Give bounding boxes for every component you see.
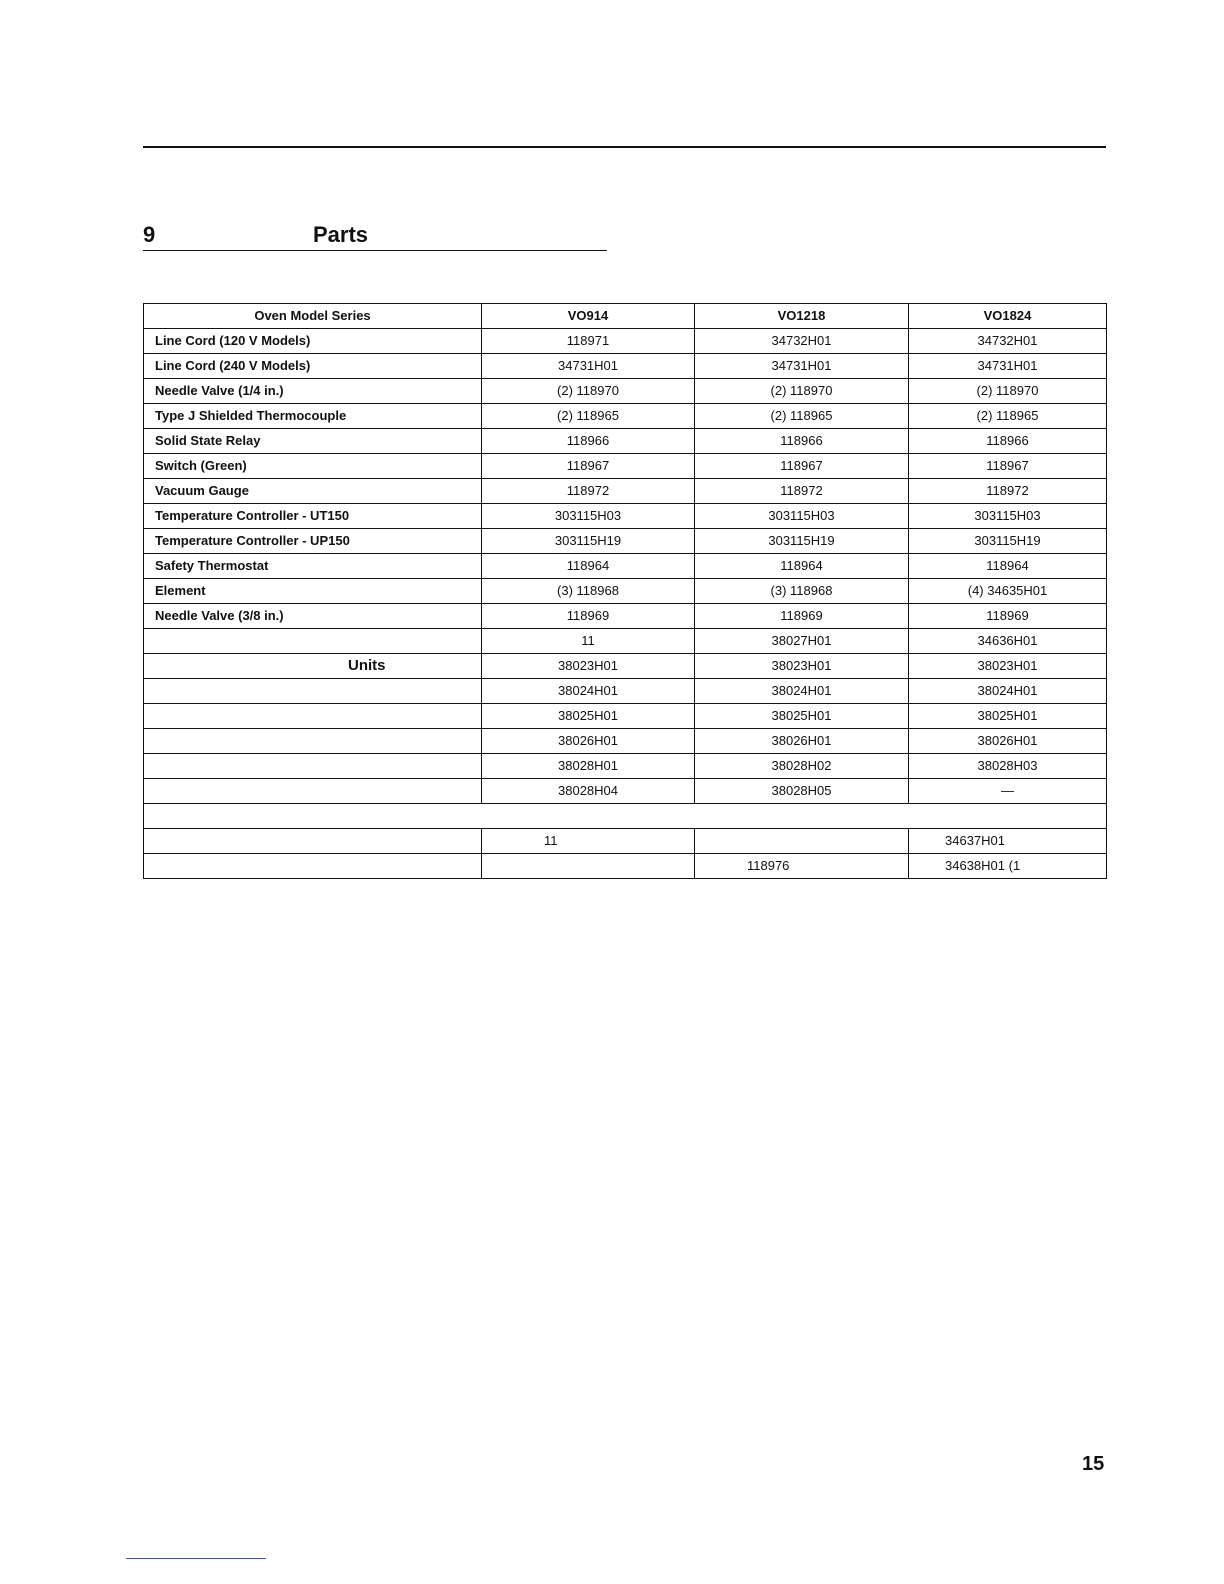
part-number: (2) 118965 [482,404,695,429]
table-row [144,404,1107,429]
table-row [144,354,1107,379]
part-number: 118969 [482,604,695,629]
part-name: Vacuum Gauge [144,479,482,504]
blank-cell [144,854,482,879]
part-number: 38028H04 [482,779,695,804]
header-vo1218: VO1218 [695,304,909,329]
part-number: 118966 [482,429,695,454]
spanning-blank-row [144,804,1107,829]
table-row [144,329,1107,354]
part-number: (2) 118965 [695,404,909,429]
part-number: — [909,779,1107,804]
table-row [144,479,1107,504]
header-vo1824: VO1824 [909,304,1107,329]
table-row [144,654,1107,679]
part-name: Solid State Relay [144,429,482,454]
part-number: 34731H01 [909,354,1107,379]
table-header-row [144,304,1107,329]
part-number: 118967 [909,454,1107,479]
part-number: 34732H01 [909,329,1107,354]
part-number: (3) 118968 [482,579,695,604]
table-row [144,454,1107,479]
part-name: Line Cord (120 V Models) [144,329,482,354]
part-name: Needle Valve (3/8 in.) [144,604,482,629]
part-number: 38024H01 [909,679,1107,704]
part-name: Element [144,579,482,604]
table-row [144,629,1107,654]
part-number: 34636H01 [909,629,1107,654]
table-row [144,704,1107,729]
page-number: 15 [1082,1453,1105,1475]
table-row [144,379,1107,404]
part-number [695,829,909,854]
part-number: 303115H19 [695,529,909,554]
part-number: 38028H05 [695,779,909,804]
part-number: 118969 [909,604,1107,629]
header-vo914: VO914 [482,304,695,329]
part-number: 303115H03 [695,504,909,529]
part-number: 118964 [482,554,695,579]
part-name: Switch (Green) [144,454,482,479]
table-row [144,529,1107,554]
blank-cell [144,754,482,779]
part-number: (4) 34635H01 [909,579,1107,604]
part-number: (2) 118970 [909,379,1107,404]
table-row [144,579,1107,604]
part-number: 38023H01 [909,654,1107,679]
part-number: 38027H01 [695,629,909,654]
part-number: 118976 [695,854,909,879]
part-number: (3) 118968 [695,579,909,604]
part-number: 118964 [695,554,909,579]
part-number: 38025H01 [695,704,909,729]
part-number: 303115H19 [909,529,1107,554]
part-number: 118969 [695,604,909,629]
part-number: 11 [482,829,695,854]
table-row [144,829,1107,854]
table-row [144,679,1107,704]
part-number: 38024H01 [695,679,909,704]
part-number: 118972 [695,479,909,504]
blank-cell [144,679,482,704]
footer-rule [126,1558,266,1559]
blank-cell [144,779,482,804]
part-name: Line Cord (240 V Models) [144,354,482,379]
part-number: 38025H01 [482,704,695,729]
part-number: (2) 118965 [909,404,1107,429]
part-number: 38028H03 [909,754,1107,779]
part-number: 34731H01 [695,354,909,379]
part-number: 38026H01 [909,729,1107,754]
part-name: Type J Shielded Thermocouple [144,404,482,429]
header-oven-model-series: Oven Model Series [144,304,482,329]
part-number: 38025H01 [909,704,1107,729]
part-number: 118967 [695,454,909,479]
part-number: 38028H02 [695,754,909,779]
parts-table [143,303,1107,879]
part-number: 118964 [909,554,1107,579]
part-number: 118967 [482,454,695,479]
part-number: 34637H01 [909,829,1107,854]
part-number: 303115H19 [482,529,695,554]
top-rule [143,146,1106,148]
part-number: (2) 118970 [482,379,695,404]
part-number: 118972 [482,479,695,504]
part-name: Temperature Controller - UP150 [144,529,482,554]
part-name: Temperature Controller - UT150 [144,504,482,529]
part-number: 38024H01 [482,679,695,704]
table-row [144,429,1107,454]
part-number: 38023H01 [695,654,909,679]
blank-cell [144,729,482,754]
part-number: 118966 [695,429,909,454]
table-row [144,804,1107,829]
part-number: 303115H03 [482,504,695,529]
units-group-label: Units [144,654,482,679]
table-row [144,779,1107,804]
part-number: 118971 [482,329,695,354]
part-number: 34638H01 (1 [909,854,1107,879]
blank-cell [144,629,482,654]
table-row [144,604,1107,629]
part-number [482,854,695,879]
part-number: 38026H01 [482,729,695,754]
part-number: 38028H01 [482,754,695,779]
part-name: Needle Valve (1/4 in.) [144,379,482,404]
part-number: 118966 [909,429,1107,454]
part-number: 38026H01 [695,729,909,754]
part-number: 34732H01 [695,329,909,354]
section-number: 9 [143,222,156,247]
table-row [144,754,1107,779]
part-number: 11 [482,629,695,654]
section-title: Parts [313,222,369,247]
part-number: 303115H03 [909,504,1107,529]
part-number: (2) 118970 [695,379,909,404]
blank-cell [144,829,482,854]
part-number: 38023H01 [482,654,695,679]
table-row [144,554,1107,579]
part-name: Safety Thermostat [144,554,482,579]
table-row [144,504,1107,529]
part-number: 118972 [909,479,1107,504]
section-heading [143,222,607,251]
part-number: 34731H01 [482,354,695,379]
table-row [144,729,1107,754]
blank-cell [144,704,482,729]
table-row [144,854,1107,879]
